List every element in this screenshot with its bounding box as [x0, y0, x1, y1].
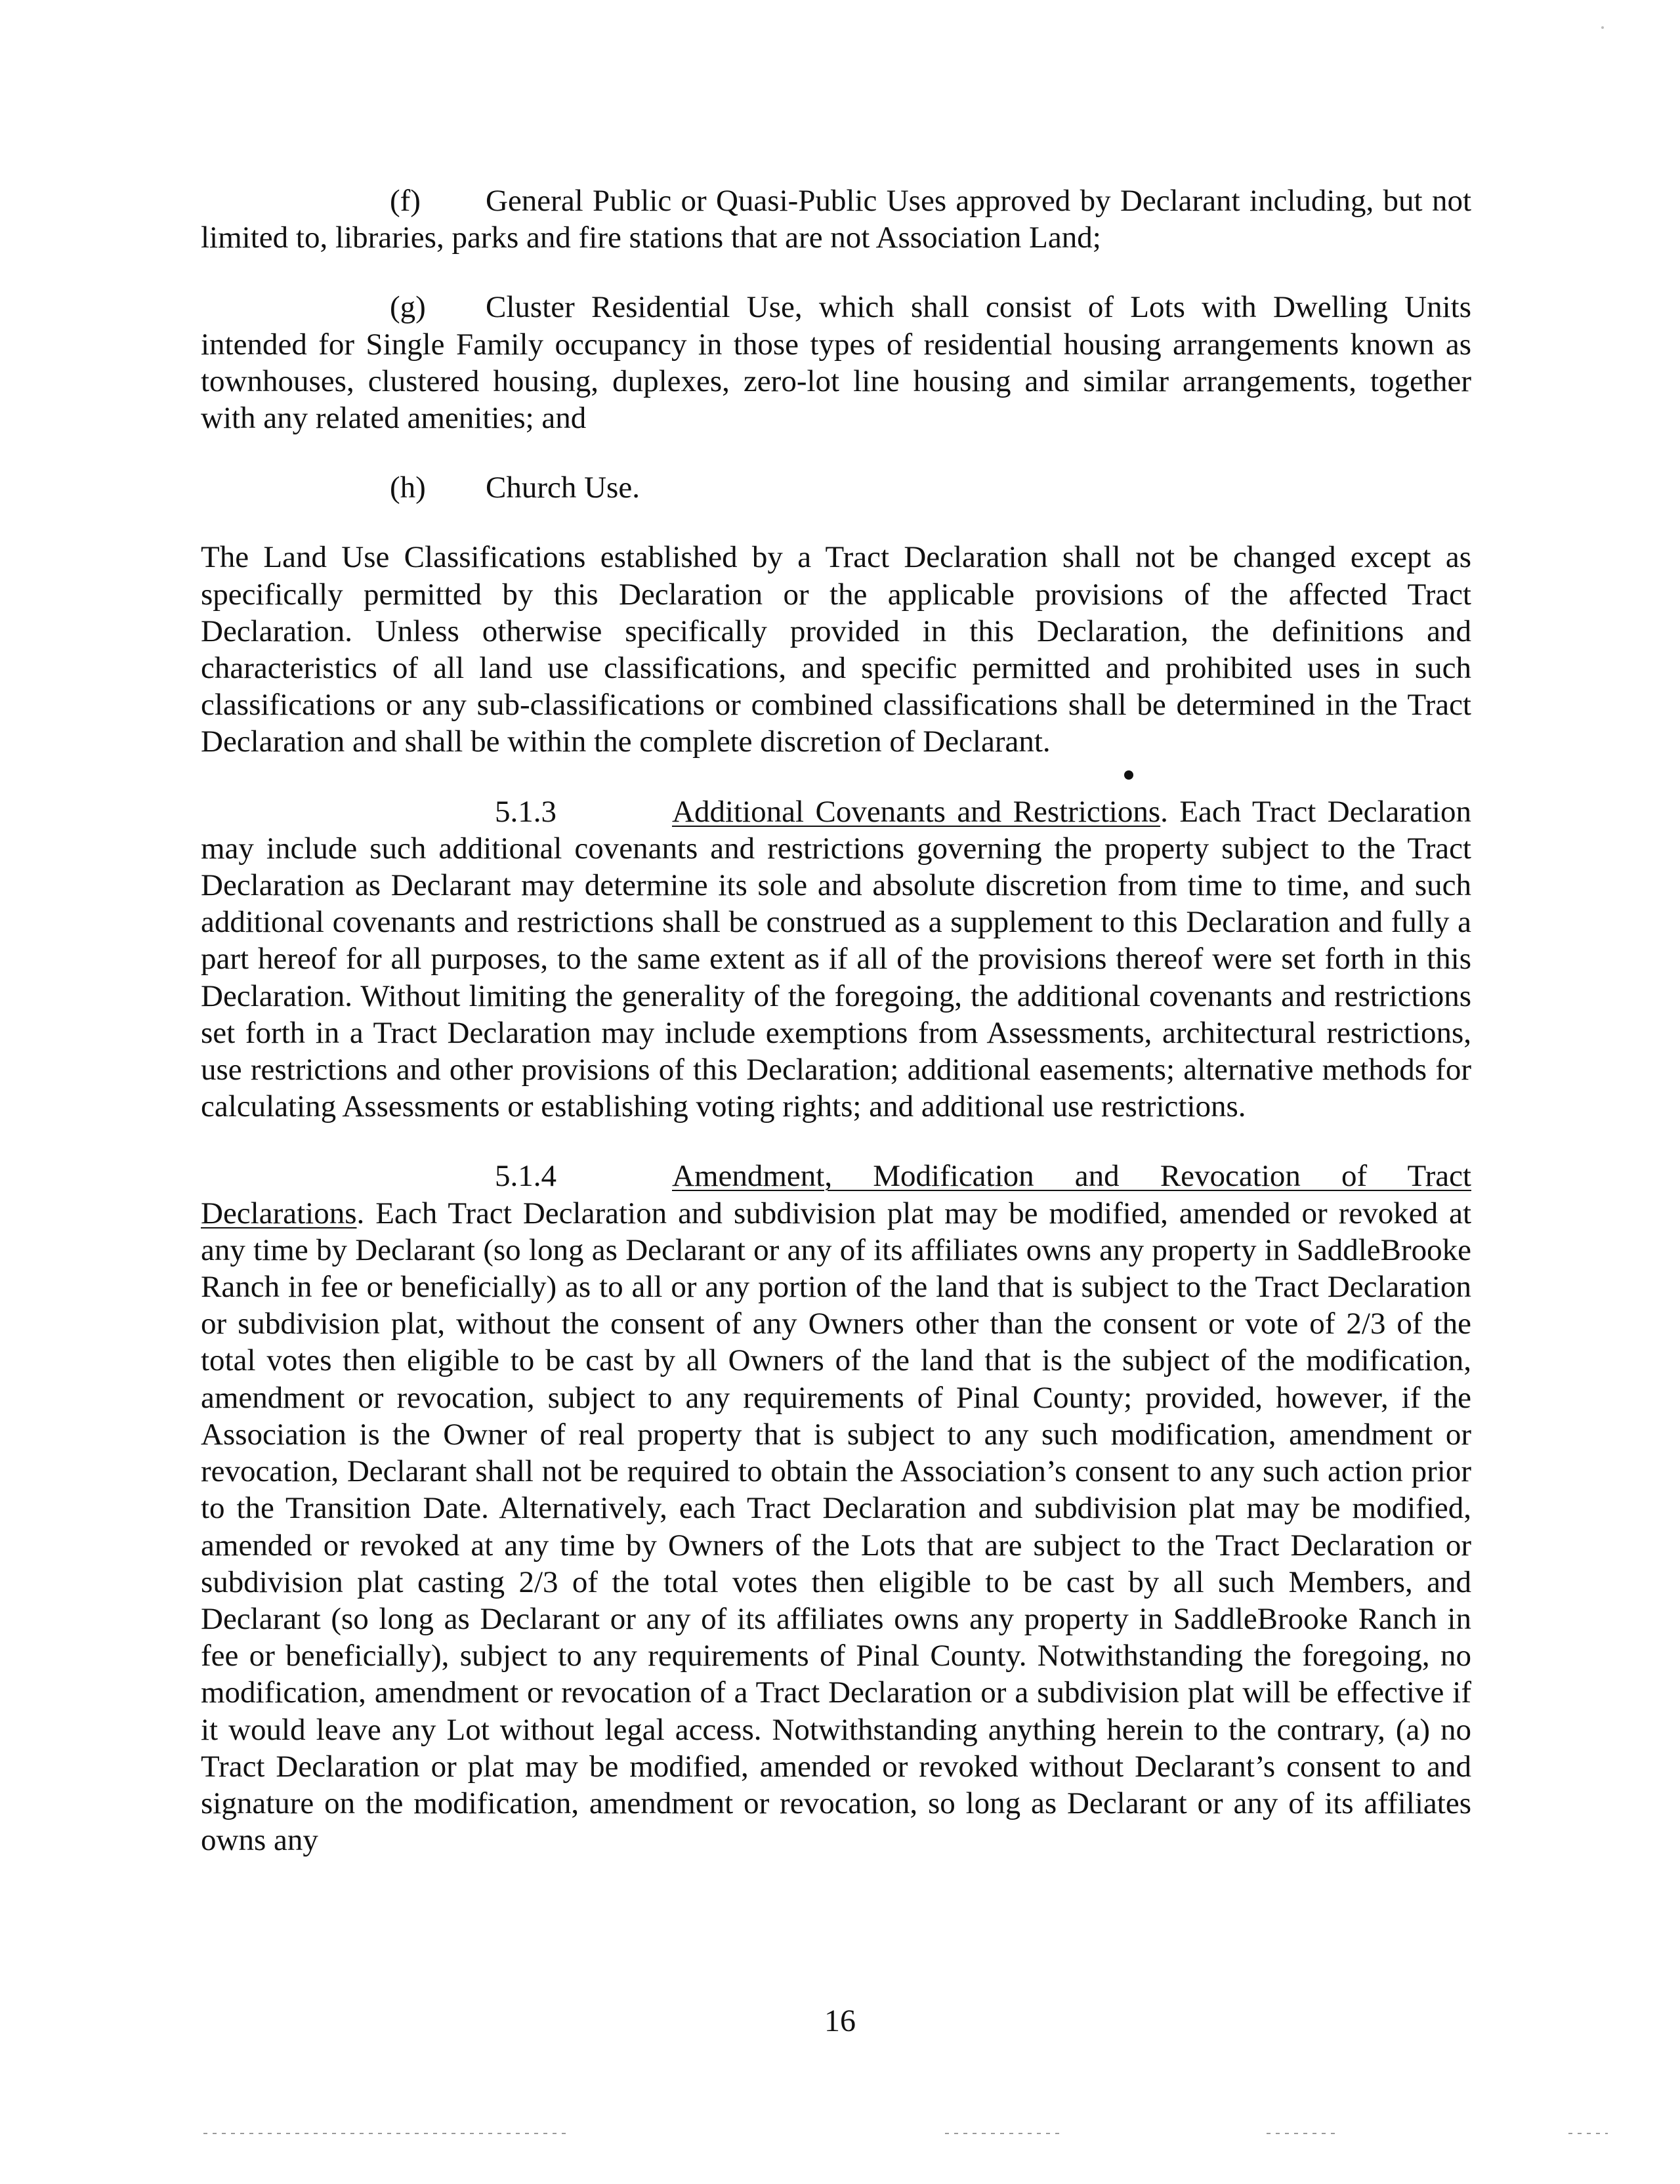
list-item-f	[201, 182, 1471, 256]
document-page	[201, 182, 1471, 1858]
heading-punctuation: .	[356, 1196, 365, 1230]
list-item-g	[201, 289, 1471, 436]
scan-artifact-line	[1267, 2133, 1339, 2134]
scan-artifact-line	[1568, 2133, 1608, 2134]
section-heading: Amendment, Modification and Revocation of Tract Declarations	[201, 1159, 1471, 1230]
heading-punctuation: .	[1160, 794, 1168, 829]
scan-mark-dot	[1124, 770, 1133, 780]
scan-speck	[1601, 26, 1604, 29]
item-text: Cluster Residential Use, which shall consist of Lots with Dwelling Units intended for Single Family occupancy in those types of residential housing arrangements known as townhouses, clustered housing, duplexes, zero-lot line housing and similar arrangements, together with any related amenities; and	[201, 290, 1471, 436]
scan-artifact-line	[945, 2133, 1063, 2134]
scan-artifact-line	[203, 2133, 571, 2134]
item-label: (h)	[390, 471, 426, 505]
classification-paragraph: The Land Use Classifications established by a Tract Declaration shall not be changed except as specifically permitted by this Declaration or the applicable provisions of the affected Tract Declaration. Unless otherwise specifically provided in this Declaration, the definitions and characteristics of all land use classifications, and specific permitted and prohibited uses in such classifications or any sub-classifications or combined classifications shall be determined in the Tract Declaration and shall be within the complete discretion of Declarant.	[201, 540, 1471, 759]
section-number: 5.1.3	[495, 794, 556, 829]
item-text: Church Use.	[486, 471, 640, 505]
section-text: Each Tract Declaration and subdivision plat may be modified, amended or revoked at any time by Declarant (so long as Declarant or any of its affiliates owns any property in SaddleBrooke Ranch in fee or beneficially) as to all or any portion of the land that is subject to the Tract Declaration or subdivision plat, without the consent of any Owners other than the consent or vote of 2/3 of the total votes then eligible to be cast by all Owners of the land that is the subject of the modification, amendment or revocation, subject to any requirements of Pinal County; provided, however, if the Association is the Owner of real property that is subject to any such modification, amendment or revocation, Declarant shall not be required to obtain the Association’s consent to any such action prior to the Transition Date. Alternatively, each Tract Declaration and subdivision plat may be modified, amended or revoked at any time by Owners of the Lots that are subject to the Tract Declaration or subdivision plat casting 2/3 of the total votes then eligible to be cast by all such Members, and Declarant (so long as Declarant or any of its affiliates owns any property in SaddleBrooke Ranch in fee or beneficially), subject to any requirements of Pinal County. Notwithstanding the foregoing, no modification, amendment or revocation of a Tract Declaration or a subdivision plat will be effective if it would leave any Lot without legal access. Notwithstanding anything herein to the contrary, (a) no Tract Declaration or plat may be modified, amended or revoked without Declarant’s consent to and signature on the modification, amendment or revocation, so long as Declarant or any of its affiliates owns any	[201, 1196, 1471, 1858]
item-text: General Public or Quasi-Public Uses approved by Declarant including, but not limited to, libraries, parks and fire stations that are not Association Land;	[201, 184, 1471, 255]
item-label: (g)	[390, 290, 426, 325]
section-heading: Additional Covenants and Restrictions	[672, 794, 1161, 829]
list-item-h	[201, 469, 1471, 506]
section-5-1-3	[201, 793, 1471, 1125]
section-5-1-4	[201, 1158, 1471, 1858]
page-number: 16	[824, 2004, 856, 2038]
item-label: (f)	[390, 184, 421, 218]
section-number: 5.1.4	[495, 1159, 556, 1194]
section-text: Each Tract Declaration may include such additional covenants and restrictions governing the property subject to the Tract Declaration as Declarant may determine its sole and absolute discretion from time to time, and such additional covenants and restrictions shall be construed as a supplement to this Declaration and fully a part hereof for all purposes, to the same extent as if all of the provisions thereof were set forth in this Declaration. Without limiting the generality of the foregoing, the additional covenants and restrictions set forth in a Tract Declaration may include exemptions from Assessments, architectural restrictions, use restrictions and other provisions of this Declaration; additional easements; alternative methods for calculating Assessments or establishing voting rights; and additional use restrictions.	[201, 794, 1471, 1124]
